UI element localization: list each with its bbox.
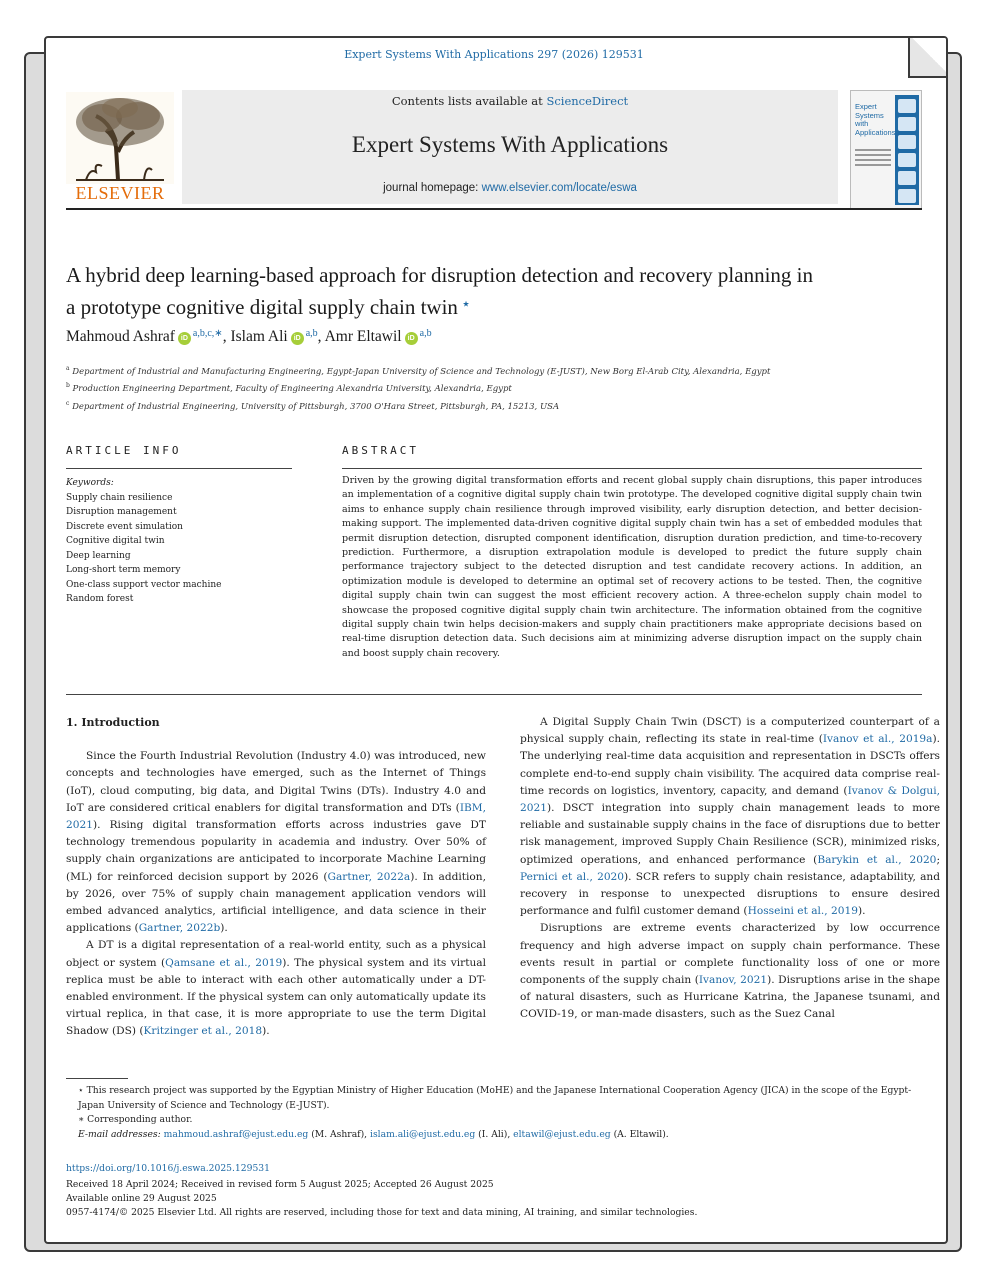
affiliation-item: $^b$ Production Engineering Department, Faculty of Engineering Alexandria University, Alexandria, Egypt (66, 382, 512, 395)
paper-page (44, 36, 948, 1244)
citation-link[interactable]: Hosseini et al., 2019 (747, 905, 858, 918)
journal-cover-thumbnail[interactable] (850, 90, 922, 210)
orcid-icon[interactable]: iD (291, 332, 304, 345)
abstract-text: Driven by the growing digital transformation efforts and recent global supply chain disruptions, this paper introduces an implementation of a cognitive digital supply chain twin prototype. The developed cognitive digital supply chain twin aims to enhance supply chain resilience through improved visibility, early disruption detection, and better decision-making support. The implemented data-driven cognitive digital supply chain twin has a set of embedded modules that permit disruption detection, disrupted component identification, disruption duration prediction, and time-to-recovery prediction. Furthermore, a disruption extrapolation module is developed to predict the future supply chain performance trajectory subject to the detected disruption and test candidate recovery actions. In addition, an optimization module is developed to determine an optimal set of recovery actions to be tested. Then, the cognitive digital supply chain twin can suggest the most efficient recovery action. A three-echelon supply chain model to showcase the proposed cognitive digital supply chain twin architecture. The information obtained from the cognitive digital supply chain twin helps decision-makers and supply chain practitioners make appropriate decisions based on real-time disruption detection data. Such decisions aim at minimizing adverse disruption impact on the supply chain and boost supply chain recovery. (342, 475, 922, 659)
citation-link[interactable]: Ivanov, 2021 (698, 974, 768, 987)
elsevier-logo (66, 92, 174, 204)
body-column-right (520, 714, 940, 1024)
section-heading-introduction: 1. Introduction (66, 716, 160, 729)
homepage-link[interactable]: www.elsevier.com/locate/eswa (481, 182, 637, 194)
doi-link[interactable]: https://doi.org/10.1016/j.eswa.2025.129531 (66, 1163, 271, 1174)
publication-info (66, 1162, 922, 1220)
affiliations (66, 362, 770, 414)
citation-link[interactable]: Gartner, 2022b (138, 922, 221, 935)
article-title: A hybrid deep learning-based approach for disruption detection and recovery planning in a prototype cognitive digital supply chain twin ⋆ (66, 263, 814, 319)
author-list: Mahmoud Ashraf iD $^{a,b,c,∗}$, Islam Ali iD $^{a,b}$, Amr Eltawil iD $^{a,b}$ (66, 328, 432, 345)
keyword-item: Supply chain resilience (66, 492, 173, 503)
affiliation-item: $^a$ Department of Industrial and Manufacturing Engineering, Egypt-Japan University of Science and Technology (E-JUST), New Borg El-Arab City, Alexandria, Egypt (66, 365, 771, 377)
author-affiliation-marks[interactable]: a,b (419, 328, 432, 339)
journal-banner (182, 90, 838, 204)
email-link[interactable]: eltawil@ejust.edu.eg (513, 1128, 611, 1140)
cover-title: Expert Systems with Applications (855, 102, 896, 137)
email-link[interactable]: mahmoud.ashraf@ejust.edu.eg (163, 1128, 309, 1140)
elsevier-tree-logo (66, 92, 174, 184)
sciencedirect-link[interactable]: ScienceDirect (546, 94, 629, 108)
keywords-block (66, 476, 292, 607)
affiliation-item: $^c$ Department of Industrial Engineering, University of Pittsburgh, 3700 O'Hara Street, Pittsburgh, PA, 15213, USA (66, 399, 560, 412)
masthead (66, 90, 922, 210)
footnote-rule (66, 1078, 128, 1079)
paragraph: Since the Fourth Industrial Revolution (Industry 4.0) was introduced, new concepts and technologies have emerged, such as the Internet of Things (IoT), cloud computing, big data, and Digital Twins (DTs). Industry 4.0 and IoT are considered critical enablers for digital transformation and DTs (IBM, 2021). Rising digital transformation efforts across industries gave DT technology tremendous popularity in academia and industry. Over 50% of supply chain organizations are anticipated to incorporate Machine Learning (ML) for reinforced decision support by 2026 (Gartner, 2022a). In addition, by 2026, over 75% of supply chain management application vendors will embed advanced analytics, artificial intelligence, and data science in their applications (Gartner, 2022b). (66, 750, 486, 935)
homepage-line: journal homepage: www.elsevier.com/locate/eswa (383, 182, 637, 194)
keyword-item: One-class support vector machine (66, 579, 222, 590)
citation-link[interactable]: Gartner, 2022a (327, 870, 411, 883)
paragraph: Disruptions are extreme events characterized by low occurrence frequency and high adverse impact on supply chain performance. These events result in partial or complete functionality loss of one or more components of the supply chain (Ivanov, 2021). Disruptions arise in the shape of natural disasters, such as Hurricane Katrina, the Japanese tsunami, and COVID-19, or man-made disasters, such as the Suez Canal (520, 922, 940, 1021)
journal-title: Expert Systems With Applications (351, 132, 669, 157)
email-link[interactable]: islam.ali@ejust.edu.eg (370, 1128, 476, 1140)
citation-link[interactable]: Ivanov & Dolgui, 2021 (520, 784, 940, 815)
paragraph: A Digital Supply Chain Twin (DSCT) is a computerized counterpart of a physical supply chain, reflecting its state in real-time (Ivanov et al., 2019a). The underlying real-time data acquisition and representation in DSCTs offers complete end-to-end supply chain visibility. The acquired data comprise real-time records on logistics, inventory, capacity, and demand (Ivanov & Dolgui, 2021). DSCT integration into supply chain management leads to more reliable and sustainable supply chains in the face of disruptions due to better risk management, improved Supply Chain Resilience (SCR), minimized risks, optimized operations, and enhanced performance (Barykin et al., 2020; Pernici et al., 2020). SCR refers to supply chain resistance, adaptability, and recovery in response to unexpected disruptions to ensure desired performance and fulfil customer demand (Hosseini et al., 2019). (520, 716, 941, 918)
citation-link[interactable]: Barykin et al., 2020 (817, 853, 937, 866)
citation-link[interactable]: IBM, 2021 (66, 801, 486, 832)
copyright-line: 0957-4174/© 2025 Elsevier Ltd. All rights are reserved, including those for text and data mining, AI training, and similar technologies. (66, 1207, 698, 1218)
publisher-wordmark: ELSEVIER (75, 183, 165, 203)
author-name: Mahmoud Ashraf (66, 328, 175, 345)
author-affiliation-marks[interactable]: a,b (305, 328, 318, 339)
citation-link[interactable]: Ivanov et al., 2019a (822, 733, 933, 746)
article-info-heading: ARTICLE INFO (66, 444, 182, 457)
paragraph: A DT is a digital representation of a real-world entity, such as a physical object or system (Qamsane et al., 2019). The physical system and its virtual replica must be able to interact with each other automatically under a DT-enabled environment. If the physical system can only automatically update its virtual replica, in that case, it is more appropriate to use the term Digital Shadow (DS) (Kritzinger et al., 2018). (66, 939, 486, 1038)
keyword-item: Cognitive digital twin (66, 536, 165, 546)
author-affiliation-marks[interactable]: a,b,c,∗ (192, 328, 223, 339)
author-name: Islam Ali (230, 328, 288, 345)
keyword-item: Deep learning (66, 550, 131, 561)
citation-link[interactable]: Pernici et al., 2020 (520, 870, 625, 883)
author-name: Amr Eltawil (324, 328, 402, 345)
keyword-item: Random forest (66, 594, 134, 604)
citation-link[interactable]: Qamsane et al., 2019 (165, 956, 283, 969)
orcid-icon[interactable]: iD (178, 332, 191, 345)
orcid-icon[interactable]: iD (405, 332, 418, 345)
journal-reference[interactable]: Expert Systems With Applications 297 (2026) 129531 (344, 48, 644, 61)
received-dates: Received 18 April 2024; Received in revised form 5 August 2025; Accepted 26 August 2025 (66, 1179, 494, 1190)
cover-subtitle-lines (855, 149, 891, 169)
article-info-rule (66, 468, 292, 469)
title-footnote-mark[interactable]: ⋆ (460, 296, 471, 313)
citation-link[interactable]: Kritzinger et al., 2018 (143, 1025, 263, 1038)
cover-image-strip (895, 95, 919, 205)
body-column-left (66, 714, 486, 1041)
keyword-item: Long-short term memory (66, 565, 181, 575)
abstract-rule (342, 468, 922, 469)
corresponding-author-note: ∗ Corresponding author. (78, 1114, 193, 1125)
funding-footnote: ⋆ This research project was supported by the Egyptian Ministry of Higher Education (MoHE) and the Japanese International Cooperation Agency (JICA) in the scope of the Egypt-Japan University of Science and Technology (E-JUST). (78, 1085, 912, 1111)
email-addresses: E-mail addresses: mahmoud.ashraf@ejust.edu.eg (M. Ashraf), islam.ali@ejust.edu.eg (I. Ali), eltawil@ejust.edu.eg (A. Eltawil). (78, 1128, 669, 1140)
available-online: Available online 29 August 2025 (66, 1193, 217, 1204)
keyword-item: Discrete event simulation (66, 521, 183, 532)
keyword-item: Disruption management (66, 507, 177, 517)
footnotes (66, 1084, 922, 1142)
abstract-bottom-rule (66, 694, 922, 695)
abstract-heading: ABSTRACT (342, 444, 419, 457)
keywords-label: Keywords: (66, 478, 114, 488)
contents-line: Contents lists available at ScienceDirect (391, 94, 629, 108)
masthead-rule (66, 208, 922, 210)
